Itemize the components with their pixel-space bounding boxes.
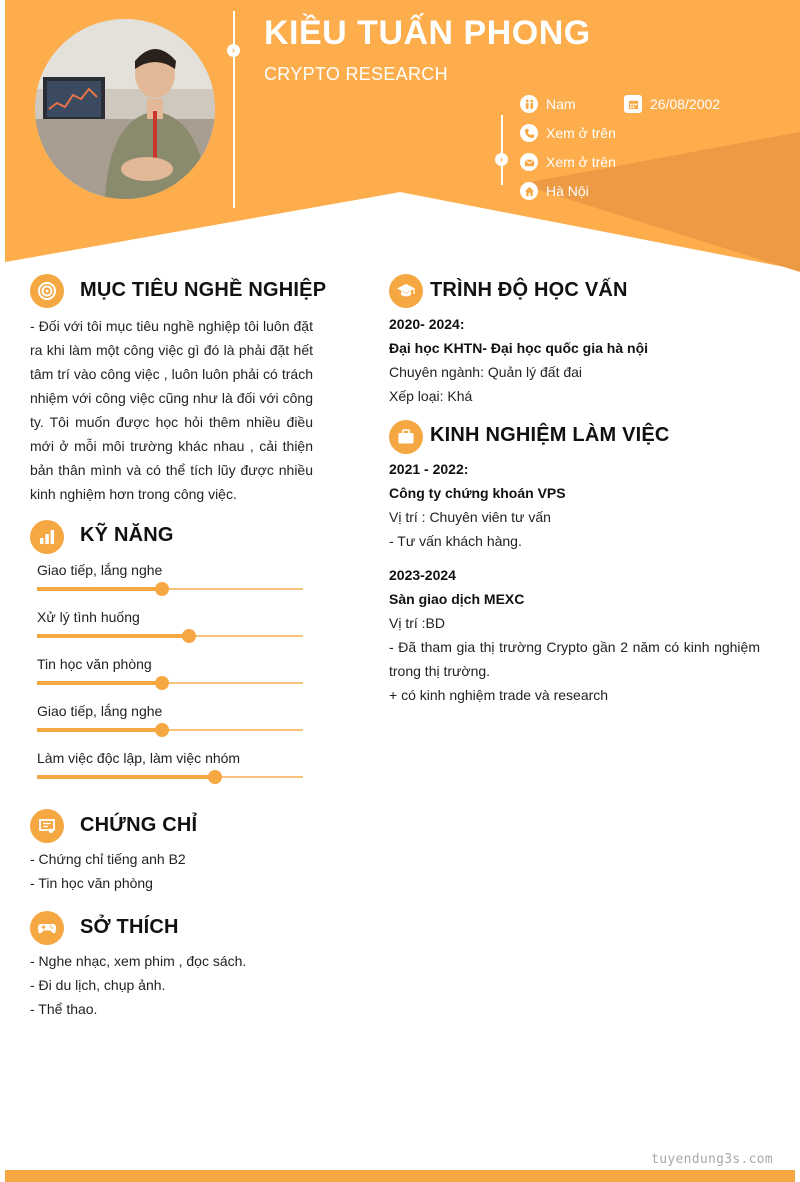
education-major: Chuyên ngành: Quản lý đất đai	[389, 364, 583, 380]
hobbies-title: SỞ THÍCH	[80, 916, 179, 938]
graduation-cap-icon	[389, 274, 423, 308]
bar-chart-icon	[30, 520, 64, 554]
phone-icon	[520, 124, 538, 142]
chevron-right-icon: ›	[227, 44, 240, 57]
hobby-item: - Nghe nhạc, xem phim , đọc sách.	[30, 953, 247, 969]
target-icon	[30, 274, 64, 308]
email-info	[520, 153, 616, 171]
skill-bar	[37, 729, 303, 731]
footer-bar	[5, 1170, 795, 1182]
hobby-item: - Thể thao.	[30, 1001, 98, 1017]
objective-text: - Đối với tôi mục tiêu nghề nghiệp tôi luôn đặt ra khi làm một công việc gì đó là phải đặt hết tâm trí vào công việc , luôn luôn phải có trách nhiệm với công việc cũng như là đối với công ty. Tôi muốn được học hỏi thêm nhiều điều mới ở mỗi môi trường khác nhau , cải thiện bản thân mình và có thể tích lũy được nhiều kinh nghiệm hơn trong công việc.	[30, 318, 313, 502]
watermark: tuyendung3s.com	[651, 1152, 773, 1167]
skill-bar-knob	[155, 582, 169, 596]
address-value: Hà Nội	[546, 183, 589, 199]
gamepad-icon	[30, 911, 64, 945]
phone-value: Xem ở trên	[546, 125, 616, 141]
job-period: 2021 - 2022:	[389, 461, 469, 477]
job-period: 2023-2024	[389, 567, 456, 583]
job-position: Vị trí :BD	[389, 615, 446, 631]
contact-divider-line	[501, 115, 503, 185]
skill-bar	[37, 635, 303, 637]
skills-title: KỸ NĂNG	[80, 524, 174, 546]
skill-bar-fill	[37, 775, 215, 779]
job-company: Sàn giao dịch MEXC	[389, 591, 525, 607]
gender-value: Nam	[546, 96, 576, 112]
candidate-role: CRYPTO RESEARCH	[264, 64, 448, 84]
candidate-name: KIỀU TUẤN PHONG	[264, 14, 591, 52]
skill-label: Giao tiếp, lắng nghe	[37, 562, 163, 578]
home-icon	[520, 182, 538, 200]
gender-icon	[520, 95, 538, 113]
skill-bar-knob	[208, 770, 222, 784]
skill-label: Giao tiếp, lắng nghe	[37, 703, 163, 719]
hobby-item: - Đi du lịch, chụp ảnh.	[30, 977, 166, 993]
job-detail: - Đã tham gia thị trường Crypto gần 2 năm có kinh nghiệm trong thị trường.	[389, 639, 760, 679]
birthday-info	[624, 95, 720, 113]
skill-bar	[37, 682, 303, 684]
skill-bar	[37, 776, 303, 778]
education-school: Đại học KHTN- Đại học quốc gia hà nội	[389, 340, 649, 356]
education-title: TRÌNH ĐỘ HỌC VẤN	[430, 279, 628, 301]
skill-bar-fill	[37, 728, 162, 732]
certificate-icon	[30, 809, 64, 843]
birthday-value: 26/08/2002	[650, 96, 721, 112]
skill-bar-knob	[182, 629, 196, 643]
skill-bar-fill	[37, 681, 162, 685]
calendar-icon	[624, 95, 642, 113]
skill-bar-fill	[37, 587, 162, 591]
certificates-title: CHỨNG CHỈ	[80, 814, 198, 836]
job-position: Vị trí : Chuyên viên tư vấn	[389, 509, 551, 525]
header-divider-line	[233, 11, 235, 208]
skill-bar-knob	[155, 723, 169, 737]
skill-bar-fill	[37, 634, 189, 638]
gender-info	[520, 95, 576, 113]
education-period: 2020- 2024:	[389, 316, 465, 332]
objective-title: MỤC TIÊU NGHỀ NGHIỆP	[80, 279, 327, 301]
email-value: Xem ở trên	[546, 154, 616, 170]
chevron-right-icon: ›	[495, 153, 508, 166]
job-extra: + có kinh nghiệm trade và research	[389, 687, 609, 703]
skill-label: Tin học văn phòng	[37, 656, 152, 672]
job-company: Công ty chứng khoán VPS	[389, 485, 566, 501]
skill-bar	[37, 588, 303, 590]
address-info	[520, 182, 589, 200]
mail-icon	[520, 153, 538, 171]
skill-label: Làm việc độc lập, làm việc nhóm	[37, 750, 241, 766]
briefcase-icon	[389, 420, 423, 454]
certificate-item: - Tin học văn phòng	[30, 875, 153, 891]
phone-info	[520, 124, 616, 142]
education-grade: Xếp loại: Khá	[389, 388, 473, 404]
skill-bar-knob	[155, 676, 169, 690]
skill-label: Xử lý tình huống	[37, 609, 140, 625]
profile-photo	[35, 19, 215, 199]
job-detail: - Tư vấn khách hàng.	[389, 533, 522, 549]
certificate-item: - Chứng chỉ tiếng anh B2	[30, 851, 186, 867]
experience-title: KINH NGHIỆM LÀM VIỆC	[430, 424, 670, 446]
